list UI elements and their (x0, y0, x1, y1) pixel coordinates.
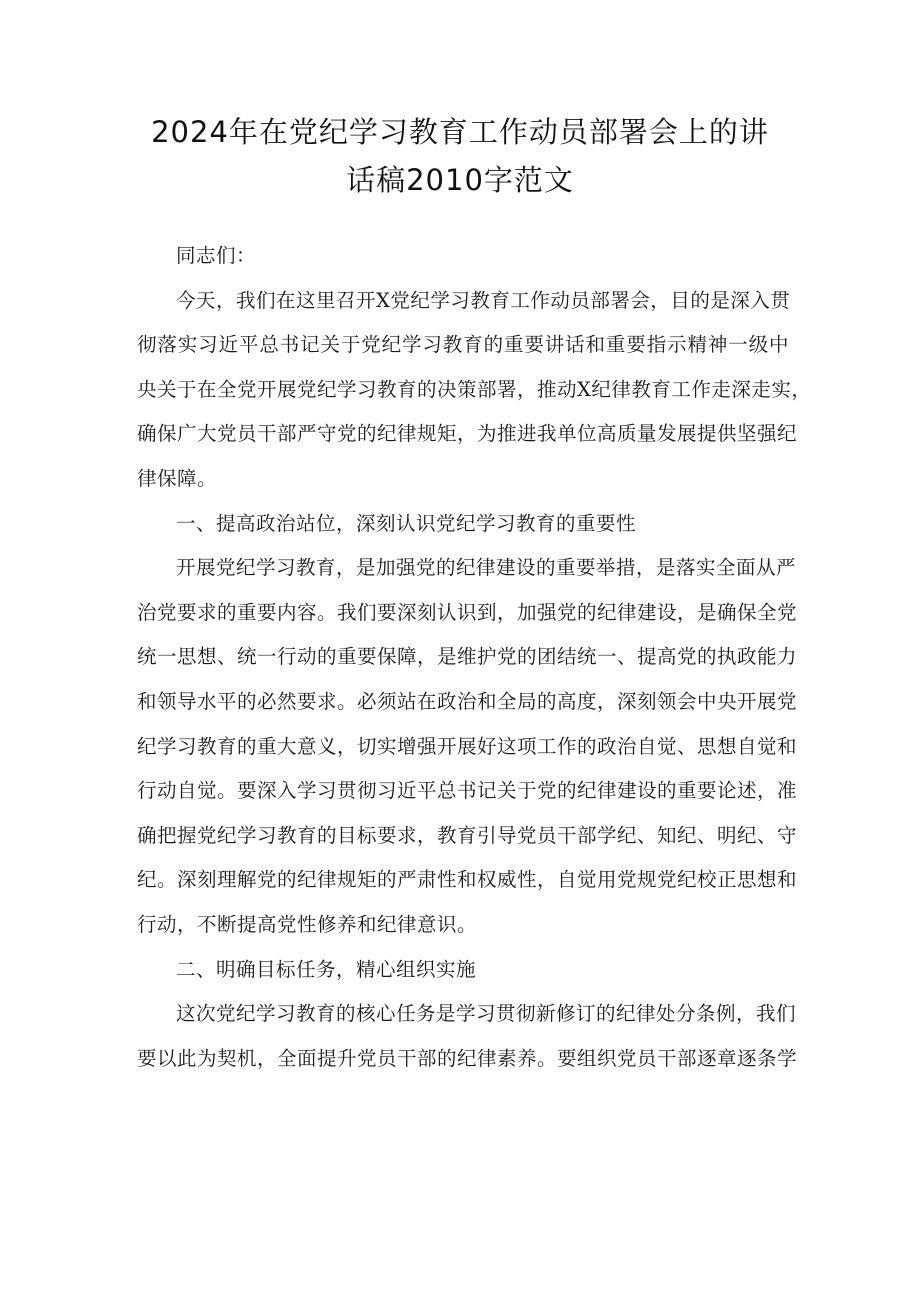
text-line: 治党要求的重要内容。我们要深刻认识到，加强党的纪律建设，是确保全党 (137, 600, 798, 624)
text-line: 确保广大党员干部严守党的纪律规矩，为推进我单位高质量发展提供坚强纪 (137, 422, 798, 446)
salutation (137, 234, 789, 279)
text-line: 要以此为契机，全面提升党员干部的纪律素养。要组织党员干部逐章逐条学 (137, 1046, 798, 1070)
text-line: 开展党纪学习教育，是加强党的纪律建设的重要举措，是落实全面从严 (176, 556, 797, 580)
text-line: 今天，我们在这里召开X党纪学习教育工作动员部署会，目的是深入贯 (176, 288, 791, 312)
title-line-1: 2024年在党纪学习教育工作动员部署会上的讲 (151, 115, 769, 149)
text-line: 确把握党纪学习教育的目标要求，教育引导党员干部学纪、知纪、明纪、守 (137, 823, 798, 847)
text-line: 二、明确目标任务，精心组织实施 (176, 957, 477, 981)
paragraph-section-1 (137, 546, 798, 947)
text-line: 央关于在全党开展党纪学习教育的决策部署，推动X纪律教育工作走深走实， (137, 377, 812, 401)
text-line: 行动自觉。要深入学习贯彻习近平总书记关于党的纪律建设的重要论述，准 (137, 779, 798, 803)
text-line: 这次党纪学习教育的核心任务是学习贯彻新修订的纪律处分条例，我们 (176, 1002, 797, 1026)
paragraph-section-2 (137, 992, 798, 1081)
text-line: 和领导水平的必然要求。必须站在政治和全局的高度，深刻领会中央开展党 (137, 689, 798, 713)
text-line: 统一思想、统一行动的重要保障，是维护党的团结统一、提高党的执政能力 (137, 645, 798, 669)
text-line: 同志们： (176, 244, 257, 267)
section-heading-2 (137, 948, 789, 993)
title-line-2: 话稿2010字范文 (346, 163, 574, 197)
text-line: 纪学习教育的重大意义，切实增强开展好这项工作的政治自觉、思想自觉和 (137, 734, 798, 758)
document-body (137, 234, 812, 1081)
text-line: 行动，不断提高党性修养和纪律意识。 (137, 912, 478, 936)
document-title (120, 108, 800, 204)
text-line: 律保障。 (137, 466, 218, 490)
paragraph-intro (137, 279, 812, 502)
text-line: 一、提高政治站位，深刻认识党纪学习教育的重要性 (176, 511, 637, 535)
text-line: 彻落实习近平总书记关于党纪学习教育的重要讲话和重要指示精神一级中 (137, 333, 789, 357)
text-line: 纪。深刻理解党的纪律规矩的严肃性和权威性，自觉用党规党纪校正思想和 (137, 868, 798, 892)
section-heading-1 (137, 502, 789, 547)
